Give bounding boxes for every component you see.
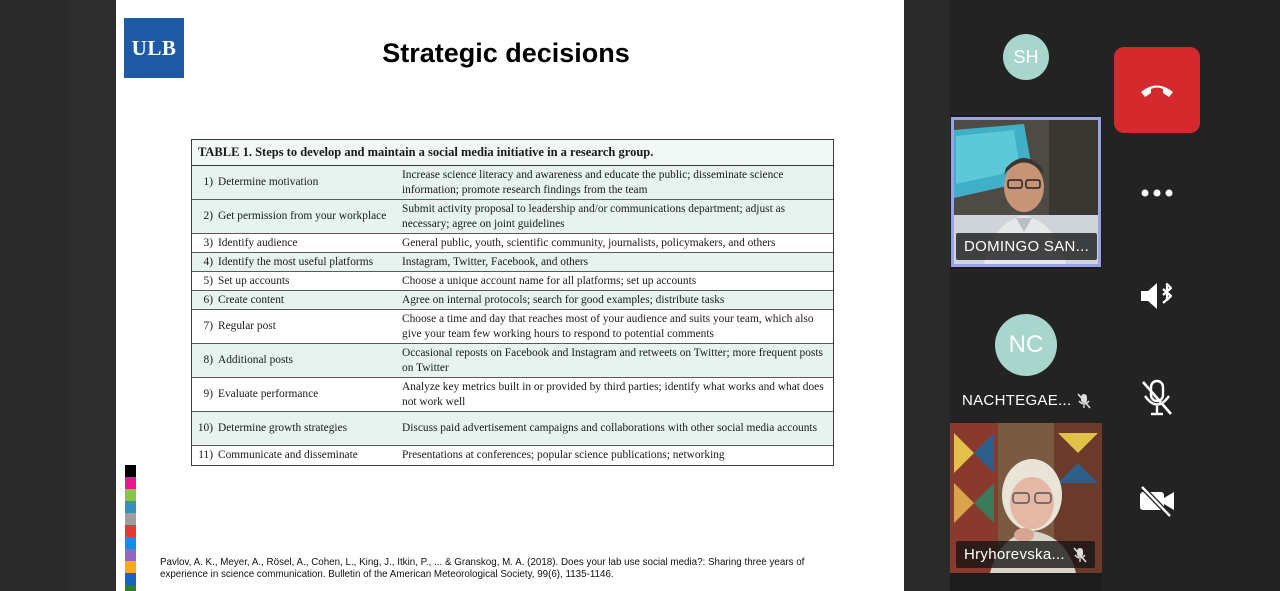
row-description: Discuss paid advertisement campaigns and collaborations with other social media accounts xyxy=(402,422,818,435)
table-row xyxy=(192,291,833,310)
participant-tile-sh[interactable] xyxy=(950,0,1102,115)
row-step: Identify the most useful platforms xyxy=(218,255,374,268)
table-row xyxy=(192,378,833,412)
mute-microphone-button[interactable] xyxy=(1127,376,1187,420)
participant-name-row xyxy=(956,541,1095,568)
mic-muted-icon xyxy=(1140,379,1174,417)
ulb-logo: ULB xyxy=(124,18,184,78)
participants-panel xyxy=(950,0,1102,591)
row-step: Identify audience xyxy=(218,236,298,249)
row-number: 4) xyxy=(203,255,213,268)
steps-table xyxy=(191,139,834,466)
row-number: 3) xyxy=(203,236,213,249)
row-step: Create content xyxy=(218,293,285,306)
table-row xyxy=(192,344,833,378)
participant-name: NACHTEGAE... xyxy=(962,392,1072,409)
table-row xyxy=(192,234,833,253)
table-row xyxy=(192,200,833,234)
table-row xyxy=(192,310,833,344)
table-caption: TABLE 1. Steps to develop and maintain a social media initiative in a research group. xyxy=(192,140,833,166)
avatar: SH xyxy=(1003,34,1049,80)
row-description: Increase science literacy and awareness and educate the public; disseminate science information; promote research findings from the team xyxy=(402,169,784,196)
shared-slide xyxy=(116,0,904,591)
participant-tile-nc[interactable] xyxy=(950,269,1102,421)
row-description: Presentations at conferences; popular science publications; networking xyxy=(402,449,725,462)
end-call-button[interactable] xyxy=(1114,47,1200,133)
row-step: Communicate and disseminate xyxy=(218,449,358,462)
row-number: 6) xyxy=(203,293,213,306)
row-description: Instagram, Twitter, Facebook, and others xyxy=(402,255,589,268)
audio-output-button[interactable] xyxy=(1127,275,1187,317)
stop-video-button[interactable] xyxy=(1127,480,1187,522)
table-row xyxy=(192,412,833,446)
mic-muted-icon xyxy=(1077,393,1091,409)
table-row xyxy=(192,253,833,272)
row-description: General public, youth, scientific community, journalists, policymakers, and others xyxy=(402,236,776,249)
row-step: Additional posts xyxy=(218,354,293,367)
table-row xyxy=(192,272,833,291)
row-number: 2) xyxy=(203,210,213,223)
avatar: NC xyxy=(995,314,1057,376)
mic-muted-icon xyxy=(1073,547,1087,563)
participant-name: DOMINGO SAN... xyxy=(956,233,1097,260)
participant-tile-domingo[interactable] xyxy=(950,115,1102,269)
call-controls xyxy=(1102,0,1280,591)
row-step: Evaluate performance xyxy=(218,388,319,401)
participant-name: Hryhorevska... xyxy=(964,546,1065,563)
row-number: 8) xyxy=(203,354,213,367)
participant-name-row xyxy=(962,392,1091,409)
row-step: Get permission from your workplace xyxy=(218,210,387,223)
row-step: Determine motivation xyxy=(218,176,319,189)
row-description: Occasional reposts on Facebook and Instagram and retweets on Twitter; more frequent posts on Twitter xyxy=(402,347,823,374)
row-description: Submit activity proposal to leadership and/or communications department; adjust as necessary; agree on joint guidelines xyxy=(402,203,786,230)
slide-citation: Pavlov, A. K., Meyer, A., Rösel, A., Cohen, L., King, J., Itkin, P., ... & Granskog, M. A. (2018). Does your lab use social media?: Sharing three years of experience in science communication. Bulletin of the American Meteorological Society, 99(6), 1135-1146. xyxy=(160,557,805,580)
slide-title: Strategic decisions xyxy=(382,38,630,68)
row-step: Determine growth strategies xyxy=(218,422,348,435)
row-description: Choose a unique account name for all platforms; set up accounts xyxy=(402,274,697,287)
row-number: 11) xyxy=(198,449,213,462)
row-description: Choose a time and day that reaches most of your audience and suits your team, which also give your team few working hours to respond to potential comments xyxy=(402,313,814,340)
row-step: Set up accounts xyxy=(218,274,290,287)
more-icon xyxy=(1141,189,1173,197)
video-off-icon xyxy=(1138,485,1176,517)
row-description: Agree on internal protocols; search for good examples; distribute tasks xyxy=(402,293,725,306)
print-color-bar xyxy=(125,465,136,591)
row-number: 9) xyxy=(203,388,213,401)
table-row xyxy=(192,446,833,465)
row-number: 10) xyxy=(197,422,213,435)
row-number: 1) xyxy=(203,176,213,189)
row-number: 7) xyxy=(203,320,213,333)
speaker-bluetooth-icon xyxy=(1139,280,1175,312)
participant-tile-hryhorevska[interactable] xyxy=(950,421,1102,573)
end-call-icon xyxy=(1139,81,1175,99)
row-step: Regular post xyxy=(218,320,276,333)
more-options-button[interactable] xyxy=(1127,178,1187,208)
row-description: Analyze key metrics built in or provided by third parties; identify what works and what does not work well xyxy=(402,381,824,408)
screen-share-margin xyxy=(68,0,116,591)
row-number: 5) xyxy=(203,274,213,287)
table-row xyxy=(192,166,833,200)
